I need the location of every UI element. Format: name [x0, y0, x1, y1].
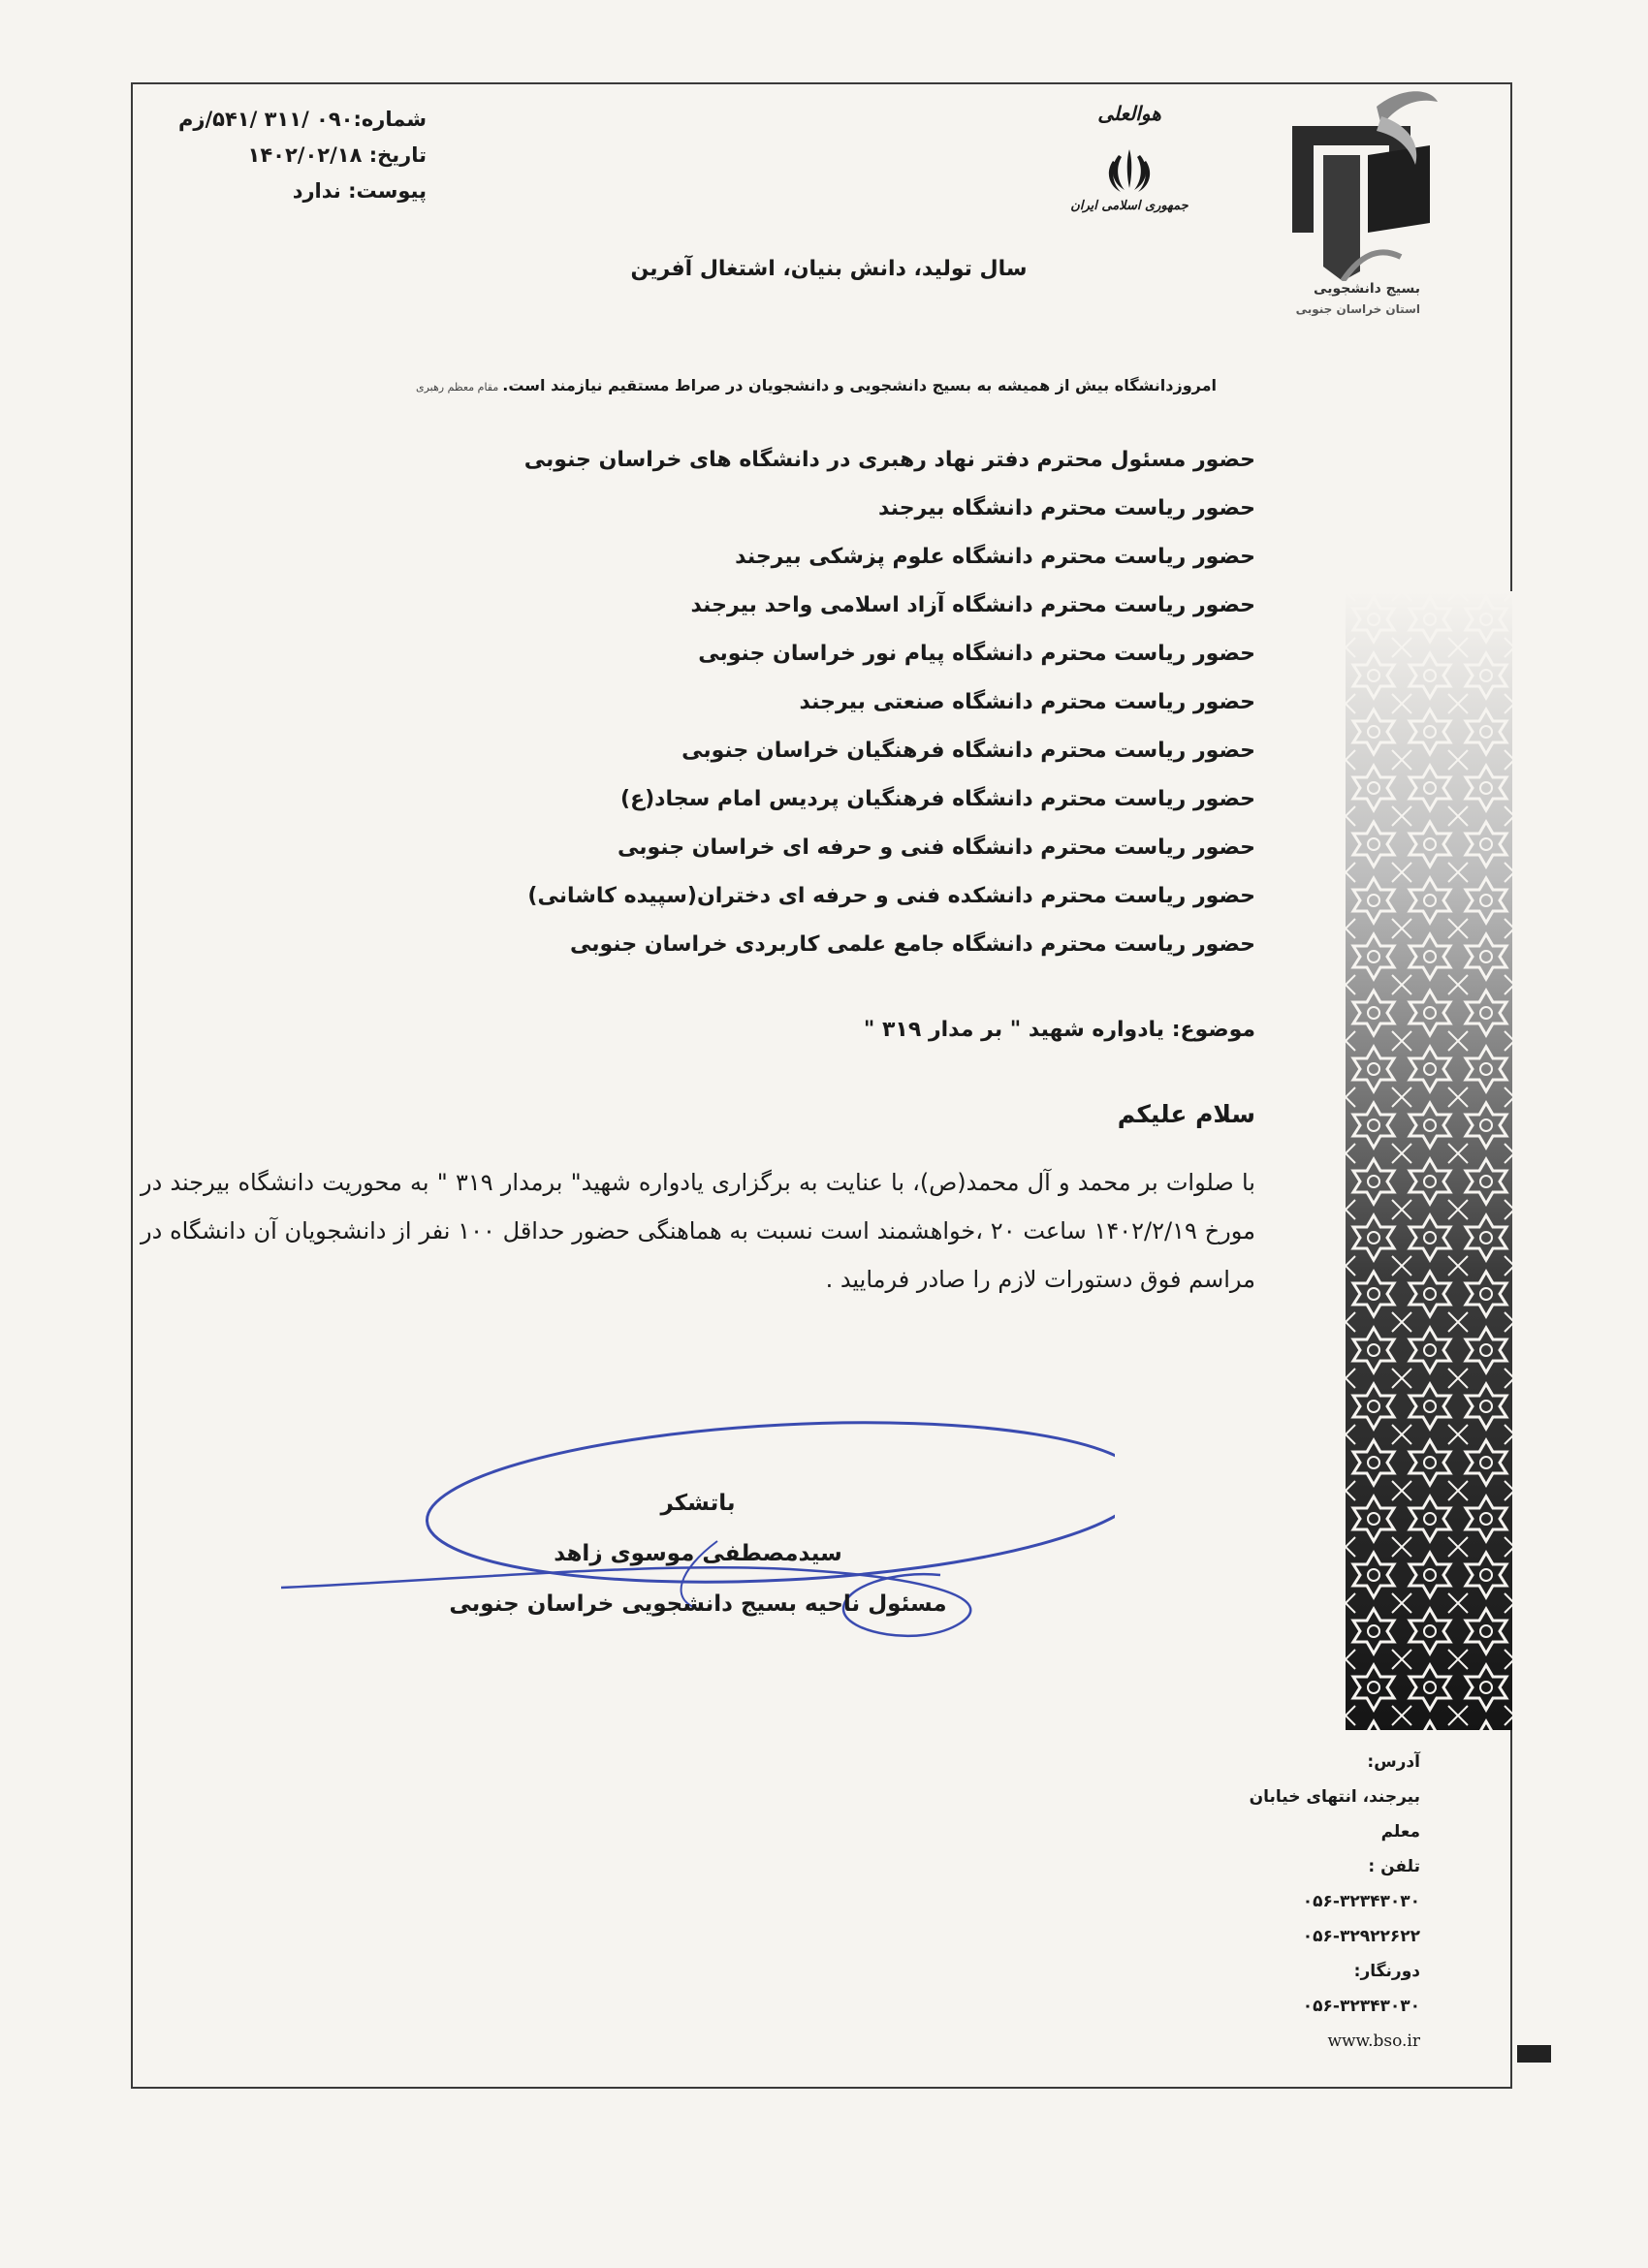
emblem-caption: جمهوری اسلامی ایران — [1070, 199, 1188, 213]
recipient-line: حضور ریاست محترم دانشگاه فنی و حرفه ای خراسان جنوبی — [617, 835, 1255, 860]
letter-date: تاریخ: ۱۴۰۲/۰۲/۱۸ — [247, 143, 427, 167]
signatory-title: مسئول ناحیه بسیج دانشجویی خراسان جنوبی — [449, 1591, 947, 1617]
recipient-line: حضور ریاست محترم دانشگاه فرهنگیان خراسان جنوبی — [681, 739, 1255, 763]
recipient-line: حضور ریاست محترم دانشگاه بیرجند — [878, 496, 1255, 520]
basij-logo-icon — [1284, 87, 1440, 281]
recipient-line: حضور ریاست محترم دانشکده فنی و حرفه ای دختران(سپیده کاشانی) — [527, 884, 1255, 908]
iran-emblem-icon — [1105, 145, 1154, 196]
address-label: آدرس: — [1367, 1752, 1420, 1772]
corner-mark — [1517, 2045, 1551, 2063]
signature-closing: باتشکر — [660, 1491, 736, 1516]
phone-number: ۰۵۶-۳۲۳۴۳۰۳۰ — [1302, 1892, 1420, 1911]
letter-greeting: سلام علیکم — [1117, 1100, 1255, 1128]
phone-label: تلفن : — [1368, 1857, 1420, 1876]
recipient-line: حضور ریاست محترم دانشگاه فرهنگیان پردیس امام سجاد(ع) — [620, 787, 1255, 811]
leader-quote — [416, 376, 1217, 394]
letter-attachment: پیوست: ندارد — [292, 179, 427, 203]
letter-subject: موضوع: یادواره شهید " بر مدار ۳۱۹ " — [863, 1018, 1255, 1042]
recipient-line: حضور ریاست محترم دانشگاه جامع علمی کاربردی خراسان جنوبی — [570, 932, 1255, 957]
recipients-list — [480, 436, 1255, 969]
fax-label: دورنگار: — [1353, 1962, 1420, 1981]
year-slogan: سال تولید، دانش بنیان، اشتغال آفرین — [630, 257, 1028, 281]
recipient-line: حضور ریاست محترم دانشگاه پیام نور خراسان جنوبی — [698, 642, 1255, 666]
fax-number: ۰۵۶-۳۲۳۴۳۰۳۰ — [1302, 1997, 1420, 2016]
recipient-line: حضور ریاست محترم دانشگاه صنعتی بیرجند — [799, 690, 1255, 714]
letter-meta — [178, 102, 427, 209]
quote-attribution: مقام معظم رهبری — [415, 381, 499, 394]
address-line: معلم — [1380, 1822, 1420, 1842]
recipient-line: حضور ریاست محترم دانشگاه علوم پزشکی بیرجند — [735, 545, 1255, 569]
logo-title: بسیج دانشجویی — [1314, 281, 1420, 297]
phone-number: ۰۵۶-۳۲۹۲۲۶۲۲ — [1302, 1927, 1420, 1946]
website-link[interactable]: www.bso.ir — [1327, 2032, 1420, 2051]
recipient-line: حضور ریاست محترم دانشگاه آزاد اسلامی واحد بیرجند — [690, 593, 1255, 617]
address-line: بیرجند، انتهای خیابان — [1249, 1787, 1420, 1807]
quote-text: امروزدانشگاه بیش از همیشه به بسیج دانشجویی و دانشجویان در صراط مستقیم نیازمند است. — [502, 376, 1217, 394]
emblem-slogan: هوالعلی — [1097, 102, 1161, 125]
basij-logo — [1284, 87, 1440, 330]
signatory-name: سیدمصطفی موسوی زاهد — [554, 1541, 842, 1566]
contact-info — [1246, 1745, 1420, 2059]
signature-block — [427, 1478, 969, 1629]
letter-body: با صلوات بر محمد و آل محمد(ص)، با عنایت به برگزاری یادواره شهید" برمدار ۳۱۹ " به محوریت دانشگاه بیرجند در مورخ ۱۴۰۲/۲/۱۹ ساعت ۲۰ ،خواهشمند است نسبت به هماهنگی حضور حداقل ۱۰۰ نفر از دانشجویان آن دانشگاه در مراسم فوق دستورات لازم را صادر فرمایید . — [141, 1169, 1256, 1293]
letter-number: شماره:۰۹۰ /۳۱۱ /۵۴۱/زم — [178, 108, 427, 131]
recipient-line: حضور مسئول محترم دفتر نهاد رهبری در دانشگاه های خراسان جنوبی — [523, 448, 1255, 472]
iran-emblem — [1062, 102, 1197, 228]
decorative-pattern-icon — [1346, 591, 1512, 1730]
logo-subtitle: استان خراسان جنوبی — [1295, 302, 1420, 316]
